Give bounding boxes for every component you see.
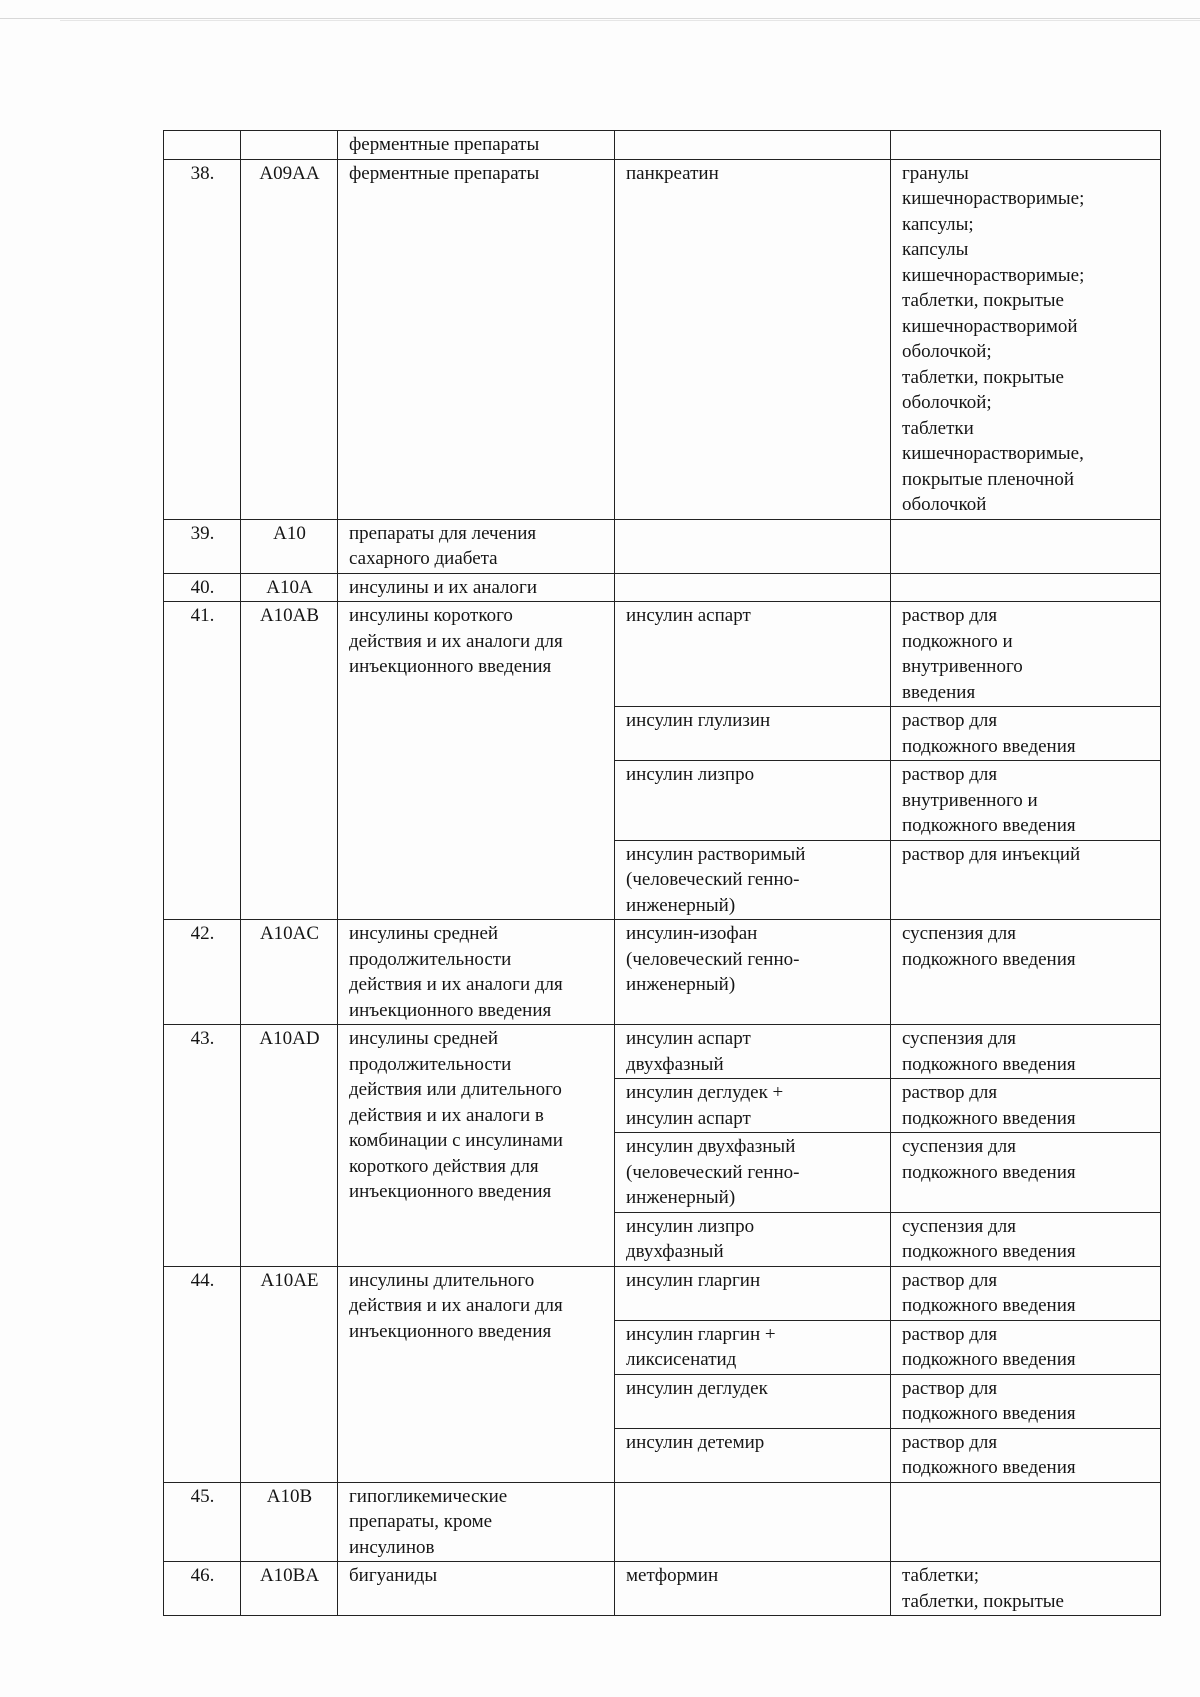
table-row (164, 159, 1161, 519)
cell-line: препараты, кроме (349, 1511, 493, 1532)
row-number: 41. (164, 602, 241, 920)
drug-name (615, 1212, 891, 1266)
pharmacological-group (338, 1266, 615, 1482)
cell-line: инсулин двухфазный (626, 1136, 796, 1157)
row-number: 42. (164, 920, 241, 1025)
cell-line: таблетки; (902, 1565, 980, 1586)
cell-line: покрытые пленочной (902, 468, 1075, 490)
cell-line: раствор для (902, 1323, 998, 1345)
table-row (164, 602, 1161, 707)
row-number: 39. (164, 519, 241, 573)
dosage-form (891, 1562, 1161, 1616)
drug-name (615, 761, 891, 841)
cell-line: раствор для (902, 764, 998, 785)
cell-line: инженерный) (626, 974, 736, 995)
cell-line: инсулин лизпро (626, 764, 755, 785)
cell-line: действия и их аналоги для (349, 630, 563, 652)
cell-line: короткого действия для (349, 1155, 539, 1177)
dosage-form (891, 573, 1161, 602)
cell-line: инъекционного введения (349, 1181, 552, 1202)
cell-line: инъекционного введения (349, 656, 552, 677)
table-row (164, 1266, 1161, 1320)
pharmacological-group: ферментные препараты (338, 131, 615, 160)
dosage-form (891, 1133, 1161, 1213)
cell-line: подкожного введения (902, 1349, 1076, 1370)
cell-line: суспензия для (902, 1136, 1016, 1157)
cell-line: инсулин аспарт (626, 605, 751, 626)
cell-line: оболочкой (902, 494, 987, 515)
cell-line: суспензия для (902, 923, 1016, 944)
cell-line: подкожного введения (902, 948, 1076, 970)
pharmacological-group (338, 1482, 615, 1562)
cell-line: инъекционного введения (349, 999, 552, 1021)
cell-line: инсулины средней (349, 923, 499, 944)
row-number: 46. (164, 1562, 241, 1616)
drug-name (615, 1562, 891, 1616)
cell-line: инсулин детемир (626, 1431, 765, 1453)
drug-name (615, 131, 891, 160)
cell-line: продолжительности (349, 948, 512, 970)
cell-line: препараты для лечения (349, 522, 537, 544)
dosage-form (891, 920, 1161, 1025)
cell-line: (человеческий генно- (626, 948, 800, 970)
cell-line: гранулы (902, 162, 969, 184)
pharmacological-group (338, 519, 615, 573)
cell-line: панкреатин (626, 162, 719, 184)
cell-line: метформин (626, 1565, 719, 1586)
cell-line: суспензия для (902, 1215, 1016, 1237)
cell-line: инсулины короткого (349, 605, 513, 626)
cell-line: продолжительности (349, 1053, 512, 1075)
cell-line: действия и их аналоги для (349, 974, 563, 995)
cell-line: раствор для (902, 1431, 998, 1453)
drug-name (615, 1374, 891, 1428)
cell-line: инсулин гларгин (626, 1269, 761, 1291)
scan-edge-line (60, 20, 1200, 21)
cell-line: гипогликемические (349, 1485, 508, 1507)
cell-line: сахарного диабета (349, 548, 498, 569)
cell-line: суспензия для (902, 1028, 1016, 1049)
cell-line: ликсисенатид (626, 1349, 737, 1370)
dosage-form (891, 1374, 1161, 1428)
cell-line: введения (902, 681, 976, 703)
atc-code (241, 131, 338, 160)
cell-line: инсулин аспарт (626, 1028, 751, 1049)
cell-line: подкожного введения (902, 1241, 1076, 1262)
cell-line: действия и их аналоги для (349, 1295, 563, 1316)
pharmacological-group (338, 920, 615, 1025)
cell-line: инъекционного введения (349, 1320, 552, 1342)
cell-line: кишечнорастворимые; (902, 188, 1085, 209)
row-number: 38. (164, 159, 241, 519)
dosage-form (891, 761, 1161, 841)
atc-code: A10AB (241, 602, 338, 920)
drug-name (615, 920, 891, 1025)
dosage-form (891, 1025, 1161, 1079)
cell-line: подкожного и (902, 630, 1013, 652)
cell-line: раствор для (902, 605, 998, 626)
drug-name (615, 1133, 891, 1213)
table-row (164, 131, 1161, 160)
cell-line: кишечнорастворимые; (902, 264, 1085, 286)
cell-line: инженерный) (626, 1187, 736, 1208)
table-row (164, 1562, 1161, 1616)
cell-line: инсулин деглудек (626, 1377, 768, 1399)
cell-line: инсулины длительного (349, 1269, 535, 1291)
table-row (164, 920, 1161, 1025)
cell-line: инсулины средней (349, 1028, 499, 1049)
atc-code: A10AE (241, 1266, 338, 1482)
dosage-form (891, 131, 1161, 160)
dosage-form (891, 707, 1161, 761)
cell-line: инсулинов (349, 1536, 435, 1558)
atc-code: A10BA (241, 1562, 338, 1616)
cell-line: таблетки (902, 417, 974, 439)
cell-line: действия или длительного (349, 1079, 562, 1100)
cell-line: таблетки, покрытые (902, 366, 1064, 388)
cell-line: таблетки, покрытые (902, 290, 1064, 311)
drug-name (615, 1428, 891, 1482)
drug-name (615, 1320, 891, 1374)
row-number: 43. (164, 1025, 241, 1267)
cell-line: инсулин лизпро (626, 1215, 755, 1237)
cell-line: внутривенного и (902, 789, 1038, 811)
cell-line: подкожного введения (902, 1161, 1076, 1183)
cell-line: внутривенного (902, 656, 1023, 677)
pharmacological-group (338, 602, 615, 920)
atc-code: A10B (241, 1482, 338, 1562)
drug-name (615, 840, 891, 920)
dosage-form (891, 519, 1161, 573)
cell-line: раствор для (902, 1377, 998, 1399)
pharmacological-group: инсулины и их аналоги (338, 573, 615, 602)
table-row (164, 573, 1161, 602)
atc-code: A10 (241, 519, 338, 573)
row-number (164, 131, 241, 160)
cell-line: инженерный) (626, 894, 736, 916)
cell-line: инсулин гларгин + (626, 1323, 776, 1345)
cell-line: (человеческий генно- (626, 869, 800, 890)
dosage-form (891, 1266, 1161, 1320)
pharmacological-group: бигуаниды (338, 1562, 615, 1616)
cell-line: капсулы; (902, 213, 974, 235)
dosage-form (891, 1212, 1161, 1266)
drug-name (615, 519, 891, 573)
cell-line: инсулин деглудек + (626, 1082, 784, 1103)
drug-name (615, 573, 891, 602)
atc-code: A10AC (241, 920, 338, 1025)
cell-line: раствор для (902, 1082, 998, 1103)
cell-line: капсулы (902, 239, 969, 260)
pharmacological-group: ферментные препараты (338, 159, 615, 519)
drug-name (615, 1079, 891, 1133)
drug-name (615, 1025, 891, 1079)
drug-name (615, 1266, 891, 1320)
cell-line: кишечнорастворимой (902, 315, 1078, 337)
cell-line: действия и их аналоги в (349, 1104, 544, 1126)
cell-line: таблетки, покрытые (902, 1590, 1064, 1612)
drug-name (615, 707, 891, 761)
cell-line: инсулин аспарт (626, 1107, 751, 1129)
cell-line: раствор для (902, 710, 998, 731)
table-row (164, 1025, 1161, 1079)
cell-line: двухфазный (626, 1053, 724, 1075)
cell-line: кишечнорастворимые, (902, 443, 1084, 464)
dosage-form (891, 1079, 1161, 1133)
cell-line: подкожного введения (902, 1457, 1076, 1478)
drug-name (615, 1482, 891, 1562)
cell-line: (человеческий генно- (626, 1161, 800, 1183)
table-body (164, 131, 1161, 1616)
cell-line: раствор для инъекций (902, 843, 1081, 865)
pharmacological-group (338, 1025, 615, 1267)
dosage-form (891, 159, 1161, 519)
cell-line: подкожного введения (902, 815, 1076, 836)
cell-line: инсулин глулизин (626, 710, 771, 731)
dosage-form (891, 1320, 1161, 1374)
atc-code: A10AD (241, 1025, 338, 1267)
table-row (164, 519, 1161, 573)
cell-line: двухфазный (626, 1241, 724, 1262)
atc-code: A09AA (241, 159, 338, 519)
row-number: 44. (164, 1266, 241, 1482)
scan-edge-line (0, 18, 1200, 19)
cell-line: инсулин растворимый (626, 843, 806, 865)
drug-name (615, 602, 891, 707)
cell-line: подкожного введения (902, 1403, 1076, 1424)
dosage-form (891, 602, 1161, 707)
drug-list-table (163, 130, 1161, 1616)
cell-line: подкожного введения (902, 735, 1076, 757)
table-row (164, 1482, 1161, 1562)
cell-line: оболочкой; (902, 341, 992, 362)
cell-line: раствор для (902, 1269, 998, 1291)
drug-name (615, 159, 891, 519)
cell-line: инсулин-изофан (626, 923, 758, 944)
cell-line: комбинации с инсулинами (349, 1130, 563, 1151)
row-number: 45. (164, 1482, 241, 1562)
cell-line: подкожного введения (902, 1107, 1076, 1129)
dosage-form (891, 840, 1161, 920)
cell-line: подкожного введения (902, 1053, 1076, 1075)
dosage-form (891, 1482, 1161, 1562)
row-number: 40. (164, 573, 241, 602)
cell-line: оболочкой; (902, 392, 992, 413)
dosage-form (891, 1428, 1161, 1482)
atc-code: A10A (241, 573, 338, 602)
cell-line: подкожного введения (902, 1295, 1076, 1316)
